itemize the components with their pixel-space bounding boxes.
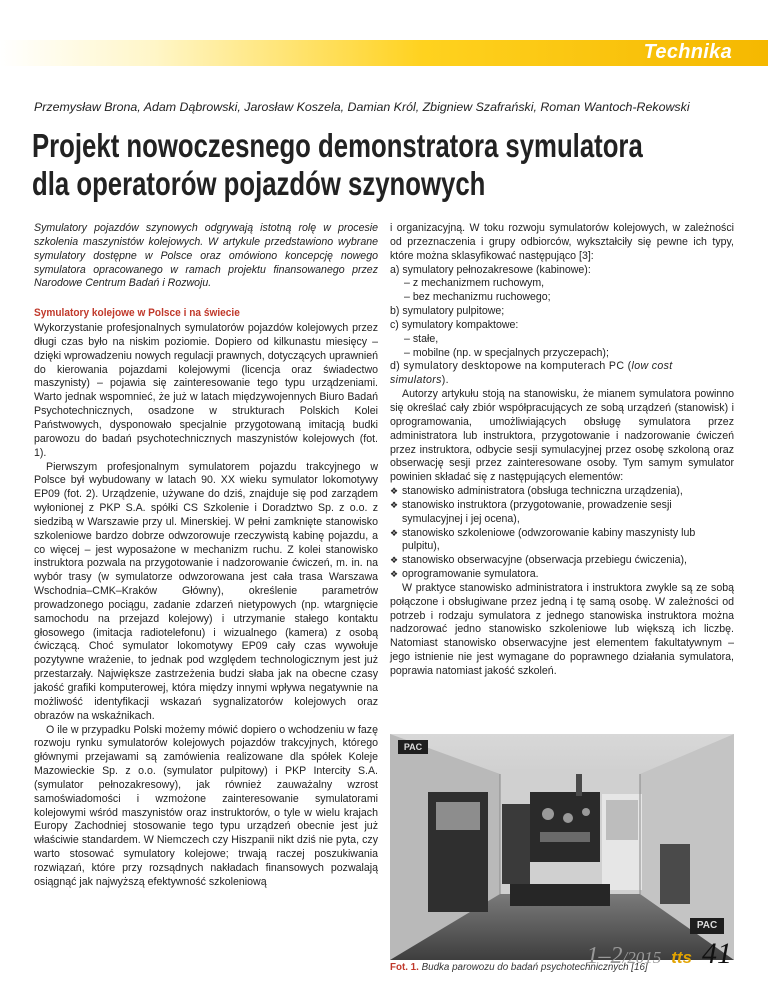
paragraph: Pierwszym profesjonalnym symulatorem pojazdu trakcyjnego w Polsce był wybudowany w latach 90. XX wieku symulator lokomotywy EP09 (fot. 2). Urządzenie, używane do dziś, znajduje się pod zarządem wyłonionej z PKP S.A. spółki CS Szkolenie i Doradztwo Sp. z o.o. z siedzibą w Warszawie przy ul. Minerskiej. W pełni zamknięte stanowisko szkoleniowe bardzo dobrze odwzorowuje rzeczywistą kabinę pojazdu, a co więcej – jest wyposażone w mechanizm ruchu. Z kolei stanowisko instruktora pozwala na przygotowanie i nadzorowanie ćwiczeń, m. in. na wybór trasy (w symulatorze odwzorowana jest cała trasa Warszawa Wschodnia–CMK–Kraków Główny), określenie parametrów prowadzonego pociągu, zadanie zdarzeń nietypowych (np. wtargnięcie samochodu na przejazd kolejowy) i utrzymanie stałego kontaktu głosowego (imitacja radiotelefonu) i wizualnego (kamera) z osobą ćwiczącą. Choć symulator lokomotywy EP09 cały czas wywołuje pozytywne wrażenie, to jednak pod względem technologicznym jest już przestarzały. Największe zastrzeżenia budzi słaba jak na obecne czasy jakość grafiki komputerowej, która między innymi wpływa negatywnie na możliwość identyfikacji wskazań sygnalizatorów kolejowych oraz obrazów na wskaźnikach. bbox=[34, 460, 378, 722]
list-item bbox=[390, 499, 734, 527]
list-item: – mobilne (np. w specjalnych przyczepach); bbox=[404, 346, 609, 359]
list-item: b) symulatory pulpitowe; bbox=[390, 305, 505, 318]
section-heading: Symulatory kolejowe w Polsce i na świecie bbox=[34, 307, 240, 320]
list-item: – bez mechanizmu ruchowego; bbox=[404, 291, 551, 304]
photo-sign-top: PAC bbox=[403, 742, 423, 752]
paragraph: Autorzy artykułu stoją na stanowisku, że mianem symulatora powinno się określać cały zbiór współpracujących ze sobą urządzeń (stanowisk) i oprogramowania, umożliwiających obsługę symulatora przez administratora lub instruktora, przygotowanie i nadzorowanie ćwiczeń przez instruktora, odbycie sesji symulacyjnej przez osobę szkoloną oraz obserwację sesji przez zainteresowane osoby. Tym samym symulator powinien składać się z następujących elementów: bbox=[390, 388, 734, 484]
caption-label: Fot. 1. bbox=[390, 962, 419, 973]
paragraph: W praktyce stanowisko administratora i instruktora zwykle są ze sobą połączone i obsługiwane przez jedną i tę samą osobę. W zależności od potrzeb i rodzaju symulatora z jednego stanowiska instruktora można nadzorować jedno stanowisko szkoleniowe lub większą ich liczbę. Natomiast stanowisko obserwacyjne jest elementem fakultatywnym – jego istnienie nie jest wymagane do poprawnego działania symulatora, poprawia natomiast jakość szkoleń. bbox=[390, 581, 734, 677]
paragraph: i organizacyjną. W toku rozwoju symulatorów kolejowych, w zależności od przeznaczenia i grupy odbiorców, wykształciły się pewne ich typy, które można sklasyfikować następująco [3]: bbox=[390, 222, 734, 262]
issue-number: 1–2 bbox=[586, 943, 623, 969]
issue-year: /2015 bbox=[622, 948, 662, 967]
list-item bbox=[390, 527, 734, 555]
list-item-text: stanowisko szkoleniowe (odwzorowanie kabiny maszynisty lub pulpitu), bbox=[402, 526, 696, 553]
section-label: Technika bbox=[643, 41, 732, 63]
list-item bbox=[390, 485, 734, 499]
list-item-text: stanowisko obserwacyjne (obserwacja przebiegu ćwiczenia), bbox=[402, 554, 687, 567]
list-item bbox=[390, 568, 734, 582]
list-item: c) symulatory kompaktowe: bbox=[390, 318, 519, 331]
bullet-icon: ❖ bbox=[390, 486, 399, 497]
list-item-italic: low cost simulators bbox=[390, 360, 673, 387]
article-lead: Symulatory pojazdów szynowych odgrywają istotną rolę w procesie szkolenia maszynistów kolejowych. W artykule przedstawiono wybrane symulatory dostępne w Polsce oraz omówiono koncepcję nowego symulatora opracowanego w ramach projektu finansowanego przez Narodowe Centrum Badań i Rozwoju. bbox=[34, 222, 378, 290]
right-column bbox=[390, 222, 734, 679]
list-item bbox=[390, 360, 734, 388]
magazine-logo: tts bbox=[671, 948, 692, 967]
photo-illustration bbox=[390, 734, 734, 960]
list-item-end: ). bbox=[441, 374, 449, 387]
list-item: – z mechanizmem ruchowym, bbox=[404, 277, 545, 290]
list-item-text: stanowisko administratora (obsługa techniczna urządzenia), bbox=[402, 485, 683, 498]
page-footer bbox=[586, 937, 732, 971]
elements-list bbox=[390, 485, 734, 582]
list-item: a) symulatory pełnozakresowe (kabinowe): bbox=[390, 263, 591, 276]
photo-sign-bottom: PAC bbox=[696, 920, 718, 931]
bullet-icon: ❖ bbox=[390, 499, 399, 510]
left-column bbox=[34, 222, 378, 890]
caption-text: Budka parowozu do badań psychotechnicznych [16] bbox=[421, 962, 648, 973]
paragraph: O ile w przypadku Polski możemy mówić dopiero o wchodzeniu w fazę rozwoju rynku symulatorów kolejowych pojazdów trakcyjnych, którego głównymi przejawami są zamówienia realizowane dla spółek Koleje Mazowieckie Sp. z o.o. (symulator pulpitowy) i PKP Intercity S.A. (symulator pełnozakresowy), jak również zauważalny wzrost samoświadomości i wzmożone zainteresowanie symulatorami kolejowymi wśród maszynistów oraz instruktorów, o tyle w wielu krajach Europy Zachodniej stosowanie tego typu urządzeń obecnie jest już właściwie standardem. W Niemczech czy Hiszpanii nikt dziś nie pyta, czy warto stosować symulatory kolejowe; trwają raczej poszukiwania rozwiązań, które przy rozsądnych nakładach finansowych pozwalają osiągnąć jak najwyższą efektywność szkoleniową bbox=[34, 723, 378, 888]
page-number: 41 bbox=[702, 937, 732, 970]
article-title bbox=[32, 127, 734, 203]
title-line-2: dla operatorów pojazdów szynowych bbox=[32, 165, 486, 202]
article-authors: Przemysław Brona, Adam Dąbrowski, Jarosław Koszela, Damian Król, Zbigniew Szafrański, Roman Wantoch-Rekowski bbox=[34, 100, 690, 114]
title-line-1: Projekt nowoczesnego demonstratora symulatora bbox=[32, 127, 643, 164]
bullet-icon: ❖ bbox=[390, 569, 399, 580]
types-list bbox=[390, 264, 734, 389]
list-item: – stałe, bbox=[404, 332, 439, 345]
photo-locomotive-cab bbox=[390, 734, 734, 960]
bullet-icon: ❖ bbox=[390, 555, 399, 566]
list-item-text: d) symulatory desktopowe na komputerach PC ( bbox=[390, 360, 632, 373]
list-item-text: stanowisko instruktora (przygotowanie, prowadzenie sesji symulacyjnej i jej ocena), bbox=[402, 498, 672, 525]
list-item-text: oprogramowanie symulatora. bbox=[402, 568, 539, 581]
list-item bbox=[390, 554, 734, 568]
bullet-icon: ❖ bbox=[390, 527, 399, 538]
paragraph: Wykorzystanie profesjonalnych symulatorów pojazdów kolejowych przez długi czas było na niskim poziomie. Dopiero od kilkunastu miesięcy – dzięki wprowadzeniu nowych regulacji prawnych, dotyczących uprawnień do kierowania pojazdami kolejowymi (licencja oraz świadectwo maszynisty) – pojawia się zainteresowanie tego typu urządzeniami. Warto jednak wspomnieć, że już w latach międzywojennych Biuro Badań Psychotechnicznych, osadzone w strukturach Polskich Kolei Państwowych, dysponowało specjalnie przygotowaną imitacją budki parowozu do badań psychotechnicznych maszynistów kolejowych (fot. 1). bbox=[34, 322, 378, 459]
